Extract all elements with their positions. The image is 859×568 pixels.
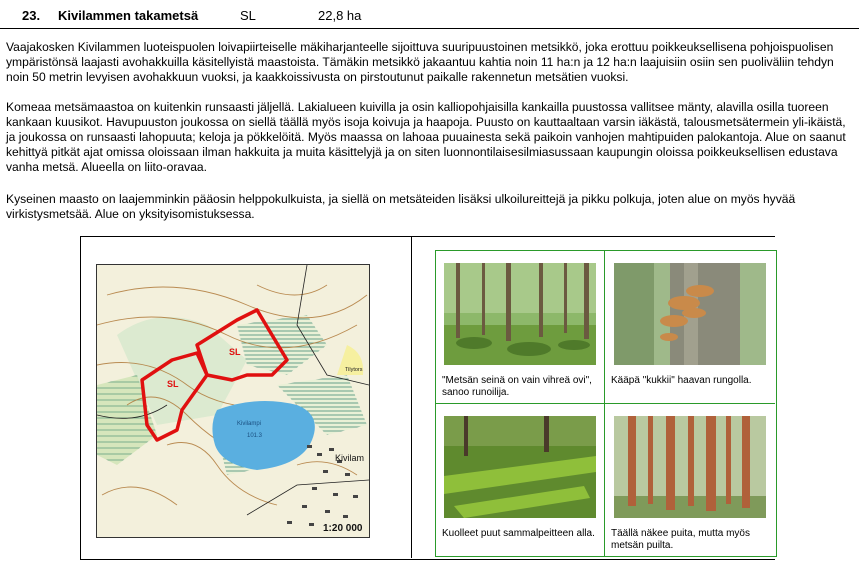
photo-cell bbox=[436, 404, 605, 556]
paragraph-forest: Komeaa metsämaastoa on kuitenkin runsaasti jäljellä. Lakialueen kuivilla ja osin kalliopohjaisilla kankailla puustossa vallitsee mänty, alavilla osilla tuoreen kankaan kuusikot. Havupuuston joukossa on siellä täällä myös isoja koivuja ja haapoja. Puusto on kauttaaltaan varsin iäkästä, talousmetsätermein yli-ikäistä, ja joukossa on runsaasti lahopuuta; keloja ja pökkelöitä. Myös maassa on lahoaa puuainesta sekä paikoin vanhojen mahtipuiden palokantoja. Alue on saanut kehittyä pitkät ajat omissa oloissaan ilman hakkuita ja muita käsittelyjä ja on siten luonnontilaisesilmiasussaan kaupungin oloissa poikkeuksellisen edustava vanha metsä. Alueella on liito-oravaa. bbox=[6, 100, 846, 174]
lake-name: Kivilampi bbox=[237, 421, 262, 427]
lake-elevation: 101.3 bbox=[247, 433, 263, 439]
photo-cell bbox=[436, 251, 605, 404]
photo-caption: "Metsän seinä on vain vihreä ovi", sanoo runoilija. bbox=[442, 375, 592, 398]
photo-caption: Kuolleet puut sammalpeitteen alla. bbox=[442, 528, 595, 539]
section-title: Kivilammen takametsä bbox=[58, 8, 199, 23]
photo-caption: Täällä näkee puita, mutta myös metsän puilta. bbox=[611, 528, 750, 551]
map-scale: 1:20 000 bbox=[323, 523, 363, 534]
site-area: 22,8 ha bbox=[318, 8, 362, 23]
location-map bbox=[96, 264, 370, 538]
place-name: Tilytors bbox=[345, 367, 363, 373]
pine-trunks-photo-icon bbox=[614, 416, 766, 518]
figure-divider bbox=[411, 236, 412, 558]
place-name: Kivilam bbox=[335, 453, 365, 463]
photo-grid bbox=[435, 250, 777, 557]
paragraph-recreation: Kyseinen maasto on laajemminkin pääosin helppokulkuista, ja siellä on metsäteiden lisäksi ulkoilureittejä ja pikku polkuja, joten alue on myös hyvää virkistysmetsää. Alue on yksityisomistuksessa. bbox=[6, 192, 796, 221]
bracket-fungus-photo-icon bbox=[614, 263, 766, 365]
photo-cell bbox=[605, 404, 775, 556]
mossy-deadwood-photo-icon bbox=[444, 416, 596, 518]
area-label: SL bbox=[167, 379, 179, 389]
section-number: 23. bbox=[22, 8, 41, 23]
header-rule bbox=[0, 28, 859, 29]
area-label: SL bbox=[229, 347, 241, 357]
paragraph-description: Vaajakosken Kivilammen luoteispuolen loivapiirteiselle mäkiharjanteelle sijoittuva suuripuustoinen metsikkö, joka erottuu poikkeuksellisena pohjoispuolisen ympäristönsä laajasti avohakkuilla käsitellyistä maastoista. Tämäkin metsikkö jakaantuu kahtia noin 11 ha:n ja 12 ha:n laajuisiin osiin sen puoliväliin tehdyn noin 50 metrin levyisen avohakkuun vuoksi, ja kaakkoissivusta on pirstoutunut paikalle rakennetun metsätien vuoksi. bbox=[6, 40, 834, 84]
photo-cell bbox=[605, 251, 775, 404]
photo-caption: Kääpä "kukkii" haavan rungolla. bbox=[611, 375, 752, 386]
spruce-forest-photo-icon bbox=[444, 263, 596, 365]
site-code: SL bbox=[240, 8, 256, 23]
